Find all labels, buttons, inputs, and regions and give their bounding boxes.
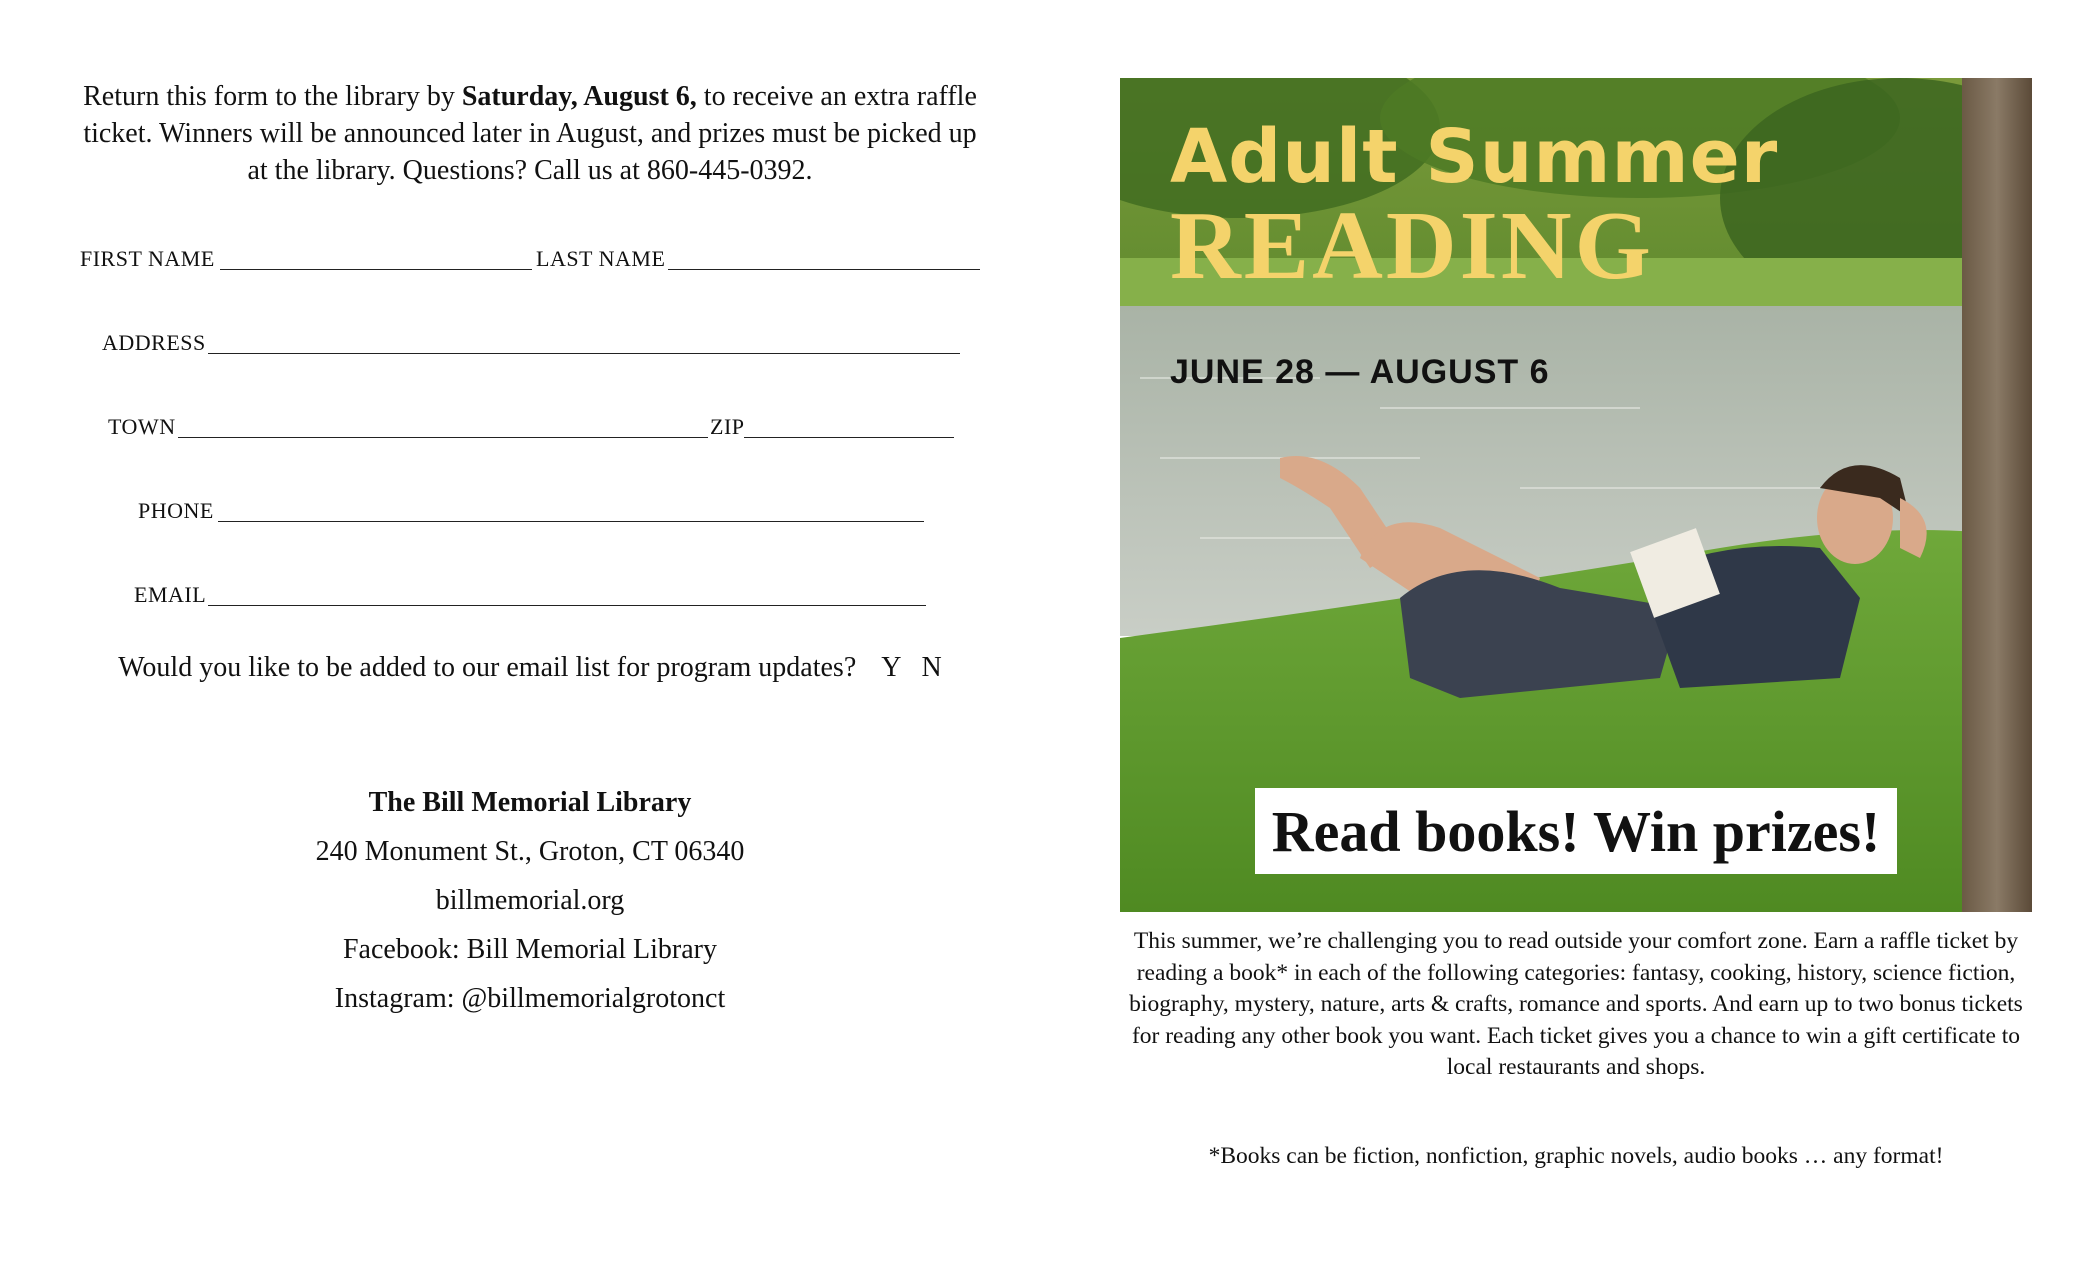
name-row xyxy=(80,240,980,274)
intro-text-end: to receive an extra raffle ticket. Winners will be announced later in August, and prizes must be picked up at the library. Questions? Call us at 860-445-0392. xyxy=(83,81,977,186)
first-name-label: FIRST NAME xyxy=(80,246,215,271)
first-name-field[interactable] xyxy=(220,245,532,270)
email-label: EMAIL xyxy=(134,582,207,607)
email-row xyxy=(134,576,934,610)
last-name-label: LAST NAME xyxy=(536,246,666,271)
zip-label: ZIP xyxy=(710,414,745,439)
poster-dates: JUNE 28 — AUGUST 6 xyxy=(1170,353,1550,391)
library-contact-block xyxy=(0,778,1060,1023)
address-row xyxy=(102,324,962,358)
address-field[interactable] xyxy=(208,329,960,354)
phone-label: PHONE xyxy=(138,498,214,523)
town-field[interactable] xyxy=(178,413,708,438)
library-address: 240 Monument St., Groton, CT 06340 xyxy=(315,836,745,867)
email-field[interactable] xyxy=(208,581,926,606)
last-name-field[interactable] xyxy=(668,245,980,270)
town-label: TOWN xyxy=(108,414,176,439)
address-label: ADDRESS xyxy=(102,330,206,355)
program-info-panel xyxy=(1120,0,2100,1275)
email-list-question xyxy=(0,652,1060,684)
form-instructions xyxy=(70,78,990,189)
intro-deadline: Saturday, August 6, xyxy=(461,81,697,112)
library-instagram: Instagram: @billmemorialgrotonct xyxy=(334,983,726,1014)
phone-field[interactable] xyxy=(218,497,924,522)
intro-text-start: Return this form to the library by xyxy=(83,81,462,112)
library-facebook: Facebook: Bill Memorial Library xyxy=(342,934,718,965)
poster-banner: Read books! Win prizes! xyxy=(1255,788,1897,874)
email-list-question-text: Would you like to be added to our email list for program updates? xyxy=(118,652,857,683)
phone-row xyxy=(138,492,928,526)
program-description: This summer, we’re challenging you to read outside your comfort zone. Earn a raffle ticket by reading a book* in each of the following categories: fantasy, cooking, history, science fiction, biography, mystery, nature, arts & crafts, romance and sports. And earn up to two bonus tickets for reading any other book you want. Each ticket gives you a chance to win a gift certificate to local restaurants and shops. xyxy=(1129,928,2023,1080)
poster-title-line2: READING xyxy=(1170,192,1654,300)
format-footnote: *Books can be fiction, nonfiction, graphic novels, audio books … any format! xyxy=(1208,1143,1944,1169)
summer-reading-poster xyxy=(1120,78,2032,912)
email-list-no-option[interactable]: N xyxy=(921,652,942,683)
library-name: The Bill Memorial Library xyxy=(368,787,692,818)
library-website: billmemorial.org xyxy=(435,885,625,916)
email-list-yes-option[interactable]: Y xyxy=(881,652,902,683)
town-zip-row xyxy=(108,408,958,442)
zip-field[interactable] xyxy=(744,413,954,438)
poster-title-line1: Adult Summer xyxy=(1170,114,1779,200)
